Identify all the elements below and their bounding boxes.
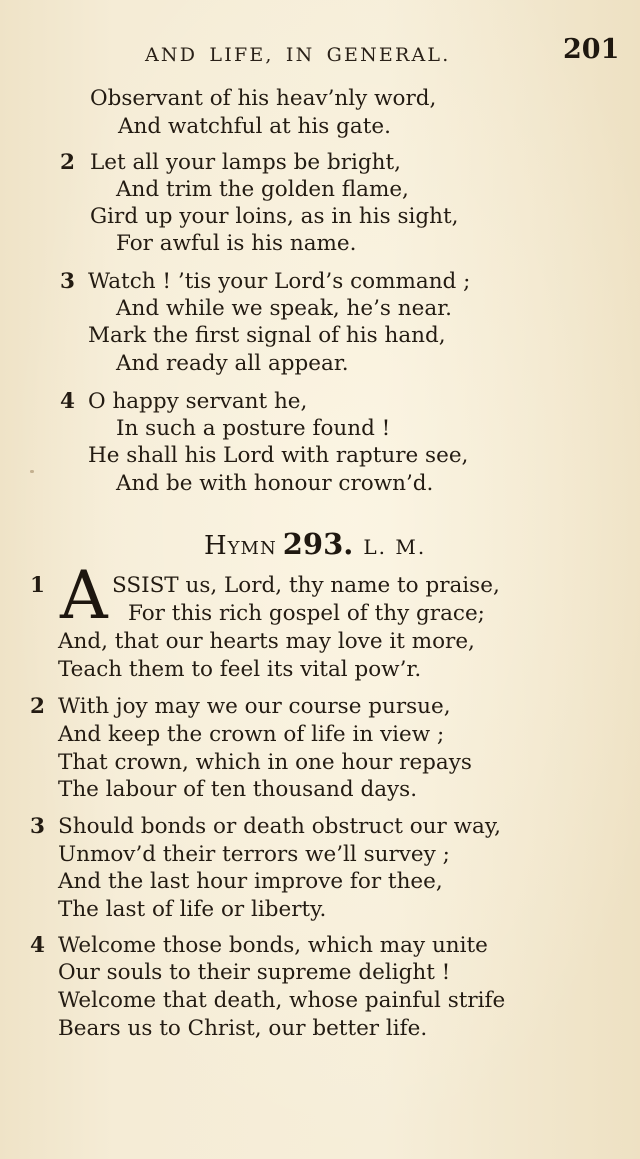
page-number: 201 <box>563 34 620 65</box>
verse-line: O happy servant he, <box>88 389 308 414</box>
verse-line: And keep the crown of life in view ; <box>58 722 445 747</box>
verse-line: Unmov’d their terrors we’ll survey ; <box>58 842 450 867</box>
hymn-title <box>204 527 426 561</box>
verse-line: With joy may we our course pursue, <box>58 694 451 719</box>
running-head: AND LIFE, IN GENERAL. <box>145 44 451 66</box>
stanza-number: 2 <box>60 150 75 175</box>
stanza-number: 3 <box>30 814 45 839</box>
hymn-word: Hymn <box>204 531 277 561</box>
stanza-number: 2 <box>30 694 45 719</box>
verse-line: Welcome that death, whose painful strife <box>58 988 506 1013</box>
stanza-number: 4 <box>60 389 75 414</box>
verse-line: Bears us to Christ, our better life. <box>58 1016 428 1041</box>
verse-line: The last of life or liberty. <box>58 897 327 922</box>
drop-cap: A <box>60 557 108 634</box>
hymn-number: 293. <box>282 527 354 561</box>
page-header <box>0 34 640 74</box>
verse-line: And the last hour improve for thee, <box>58 869 443 894</box>
verse-line: Gird up your loins, as in his sight, <box>90 204 459 229</box>
hymn-meter: L. M. <box>363 535 427 559</box>
verse-line: Watch ! ’tis your Lord’s command ; <box>88 269 471 294</box>
verse-line: Let all your lamps be bright, <box>90 150 401 175</box>
verse-line: Teach them to feel its vital pow’r. <box>58 657 422 682</box>
verse-line: And trim the golden flame, <box>116 177 409 202</box>
paper-speck <box>30 470 34 473</box>
verse-line: Should bonds or death obstruct our way, <box>58 814 501 839</box>
verse-line: And ready all appear. <box>116 351 349 376</box>
verse-line: For awful is his name. <box>116 231 357 256</box>
verse-line: The labour of ten thousand days. <box>58 777 418 802</box>
verse-line: That crown, which in one hour repays <box>58 750 472 775</box>
continuation-line: And watchful at his gate. <box>118 114 391 139</box>
verse-line: Our souls to their supreme delight ! <box>58 960 451 985</box>
verse-line: SSIST us, Lord, thy name to praise, <box>112 573 500 598</box>
verse-line: In such a posture found ! <box>116 416 391 441</box>
verse-line: And be with honour crown’d. <box>116 471 434 496</box>
verse-line: And, that our hearts may love it more, <box>58 629 475 654</box>
verse-line: For this rich gospel of thy grace; <box>128 601 485 626</box>
verse-line: He shall his Lord with rapture see, <box>88 443 469 468</box>
verse-line: And while we speak, he’s near. <box>116 296 452 321</box>
stanza-number: 3 <box>60 269 75 294</box>
continuation-line: Observant of his heav’nly word, <box>90 86 437 111</box>
verse-line: Welcome those bonds, which may unite <box>58 933 488 958</box>
stanza-number: 4 <box>30 933 45 958</box>
verse-line: Mark the first signal of his hand, <box>88 323 446 348</box>
stanza-number: 1 <box>30 573 45 598</box>
